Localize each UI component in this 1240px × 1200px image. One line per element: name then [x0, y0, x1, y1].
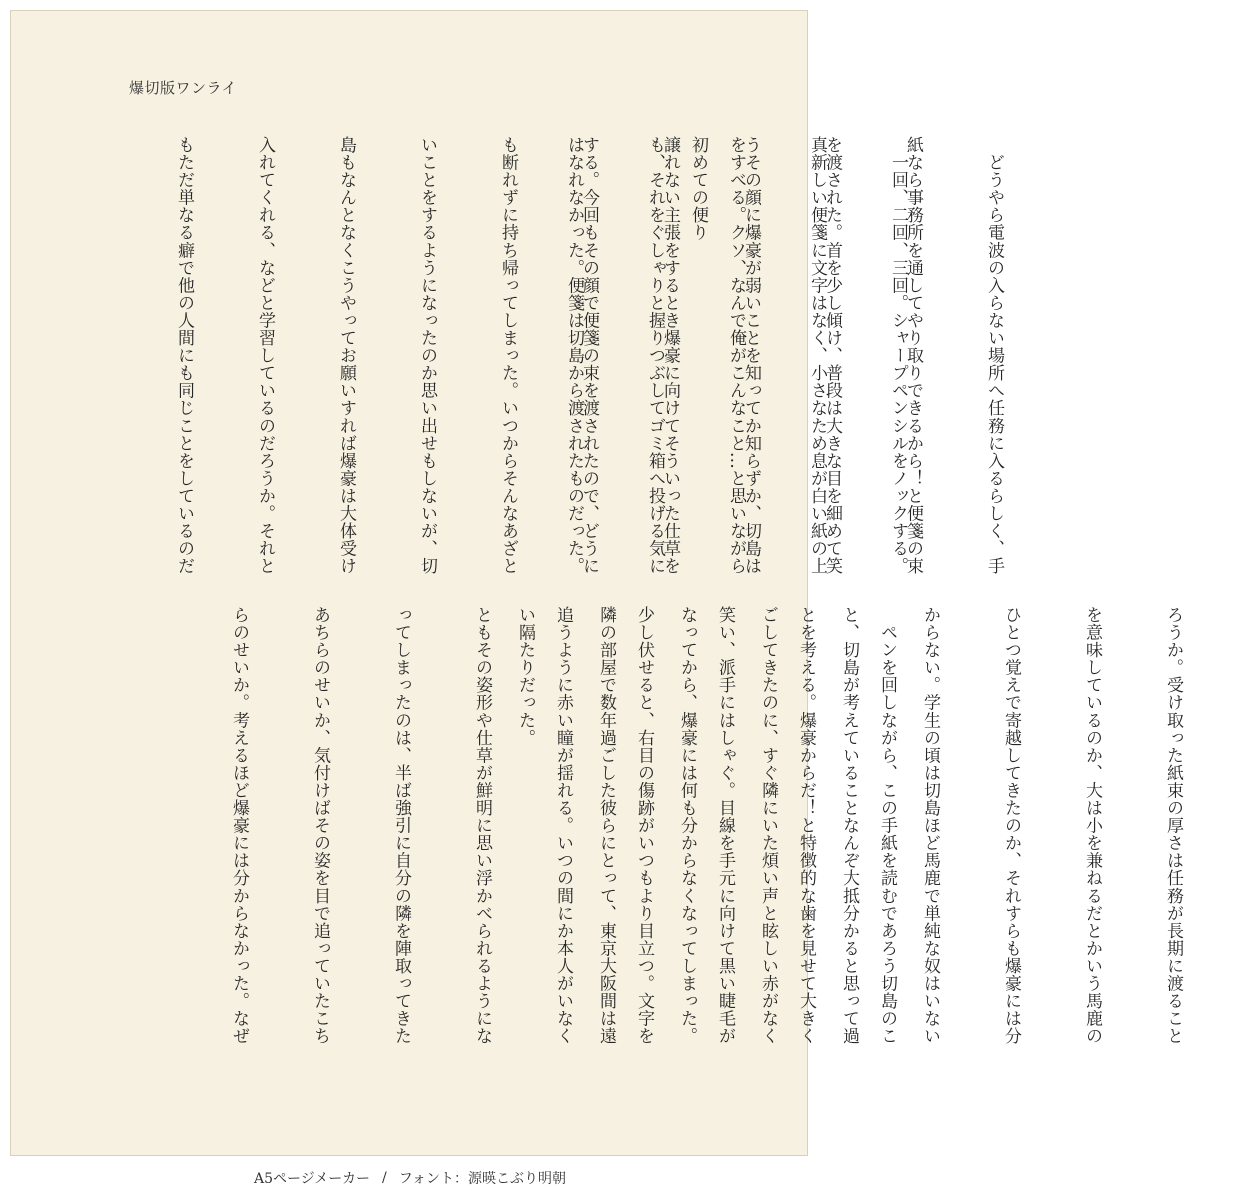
text-line: ごしてきたのに、すぐ隣にいた煩い声と眩しい赤がなく: [758, 606, 778, 1045]
story-title: 初めての便り: [688, 136, 708, 242]
text-line: も、それをぐしゃりと握りつぶしてゴミ箱へ投げる気に: [645, 136, 665, 575]
text-line: どうやら電波の入らない場所へ任務に入るらしく、手: [984, 136, 1004, 575]
text-line: 追うように赤い瞳が揺れる。いつの間にか本人がいなく: [553, 606, 573, 1045]
text-line: 隣の部屋で数年過ごした彼らにとって、東京大阪間は遠: [596, 606, 616, 1045]
text-line: と、切島が考えていることなんぞ大抵分かると思って過: [839, 606, 859, 1045]
text-line: 譲れない主張をするとき爆豪に向けてそういった仕草を: [660, 136, 680, 575]
text-line: する。今回もその顔で便箋の束を渡されたので、どうに: [579, 136, 599, 575]
text-line: 笑い、派手にはしゃぐ。目線を手元に向けて黒い睫毛が: [715, 606, 735, 1045]
text-line: いことをするようになったのか思い出せもしないが、切: [417, 136, 437, 575]
footer-separator: /: [382, 1170, 387, 1186]
text-line: ともその姿形や仕草が鮮明に思い浮かべられるようにな: [472, 606, 492, 1045]
text-line: はなれなかった。便箋は切島から渡されたものだった。: [564, 136, 584, 575]
text-line: い隔たりだった。: [515, 606, 535, 747]
text-line: なってから、爆豪には何も分からなくなってしまった。: [677, 606, 697, 1045]
text-line: ひとつ覚えで寄越してきたのか、それすらも爆豪には分: [1001, 606, 1021, 1045]
footer-font-credit: フォント：源暎こぶり明朝: [398, 1171, 567, 1187]
text-line: ろうか。受け取った紙束の厚さは任務が長期に渡ること: [1163, 606, 1183, 1045]
text-line: 一回、二回、三回。シャープペンシルをノックする。: [888, 136, 908, 575]
text-line: も断れずに持ち帰ってしまった。いつからそんなあざと: [498, 136, 518, 575]
text-line: とを考える。爆豪からだ！と特徴的な歯を見せて大きく: [796, 606, 816, 1045]
text-line: ってしまったのは、半ば強引に自分の隣を陣取ってきた: [391, 606, 411, 1045]
text-line: を意味しているのか、大は小を兼ねるだとかいう馬鹿の: [1082, 606, 1102, 1045]
text-line: 少し伏せると、右目の傷跡がいつもより目立つ。文字を: [634, 606, 654, 1045]
text-line: 入れてくれる、などと学習しているのだろうか。それと: [255, 136, 275, 575]
text-line: からない。学生の頃は切島ほど馬鹿で単純な奴はいない: [920, 606, 940, 1045]
footer-credits: [0, 1156, 820, 1200]
header-label: 爆切版ワンライ: [129, 79, 238, 97]
text-line: 紙なら事務所を通してやり取りできるから！と便箋の束: [903, 136, 923, 575]
upper-left-text-block: [116, 136, 1061, 575]
text-line: を渡された。首を少し傾け、普段は大きな目を細めて笑: [822, 136, 842, 575]
manuscript-page: [10, 10, 1183, 1156]
text-line: うその顔に爆豪が弱いことを知ってか知らずか、切島は: [741, 136, 761, 575]
text-line: ペンを回しながら、この手紙を読むであろう切島のこ: [877, 606, 897, 1045]
text-line: をすべる。クソ、なんで俺がこんなこと…と思いながら: [726, 136, 746, 575]
text-line: 真新しい便箋に文字はなく、小さなため息が白い紙の上: [807, 136, 827, 575]
text-line: あちらのせいか、気付けばその姿を目で追っていたこち: [310, 606, 330, 1045]
footer-maker: A5ページメーカー: [253, 1171, 370, 1187]
text-line: もただ単なる癖で他の人間にも同じことをしているのだ: [174, 136, 194, 575]
text-line: 島もなんとなくこうやってお願いすれば爆豪は大体受け: [336, 136, 356, 575]
text-line: らのせいか。考えるほど爆豪には分からなかった。なぜ: [229, 606, 249, 1045]
lower-left-text-block: [171, 606, 954, 1061]
